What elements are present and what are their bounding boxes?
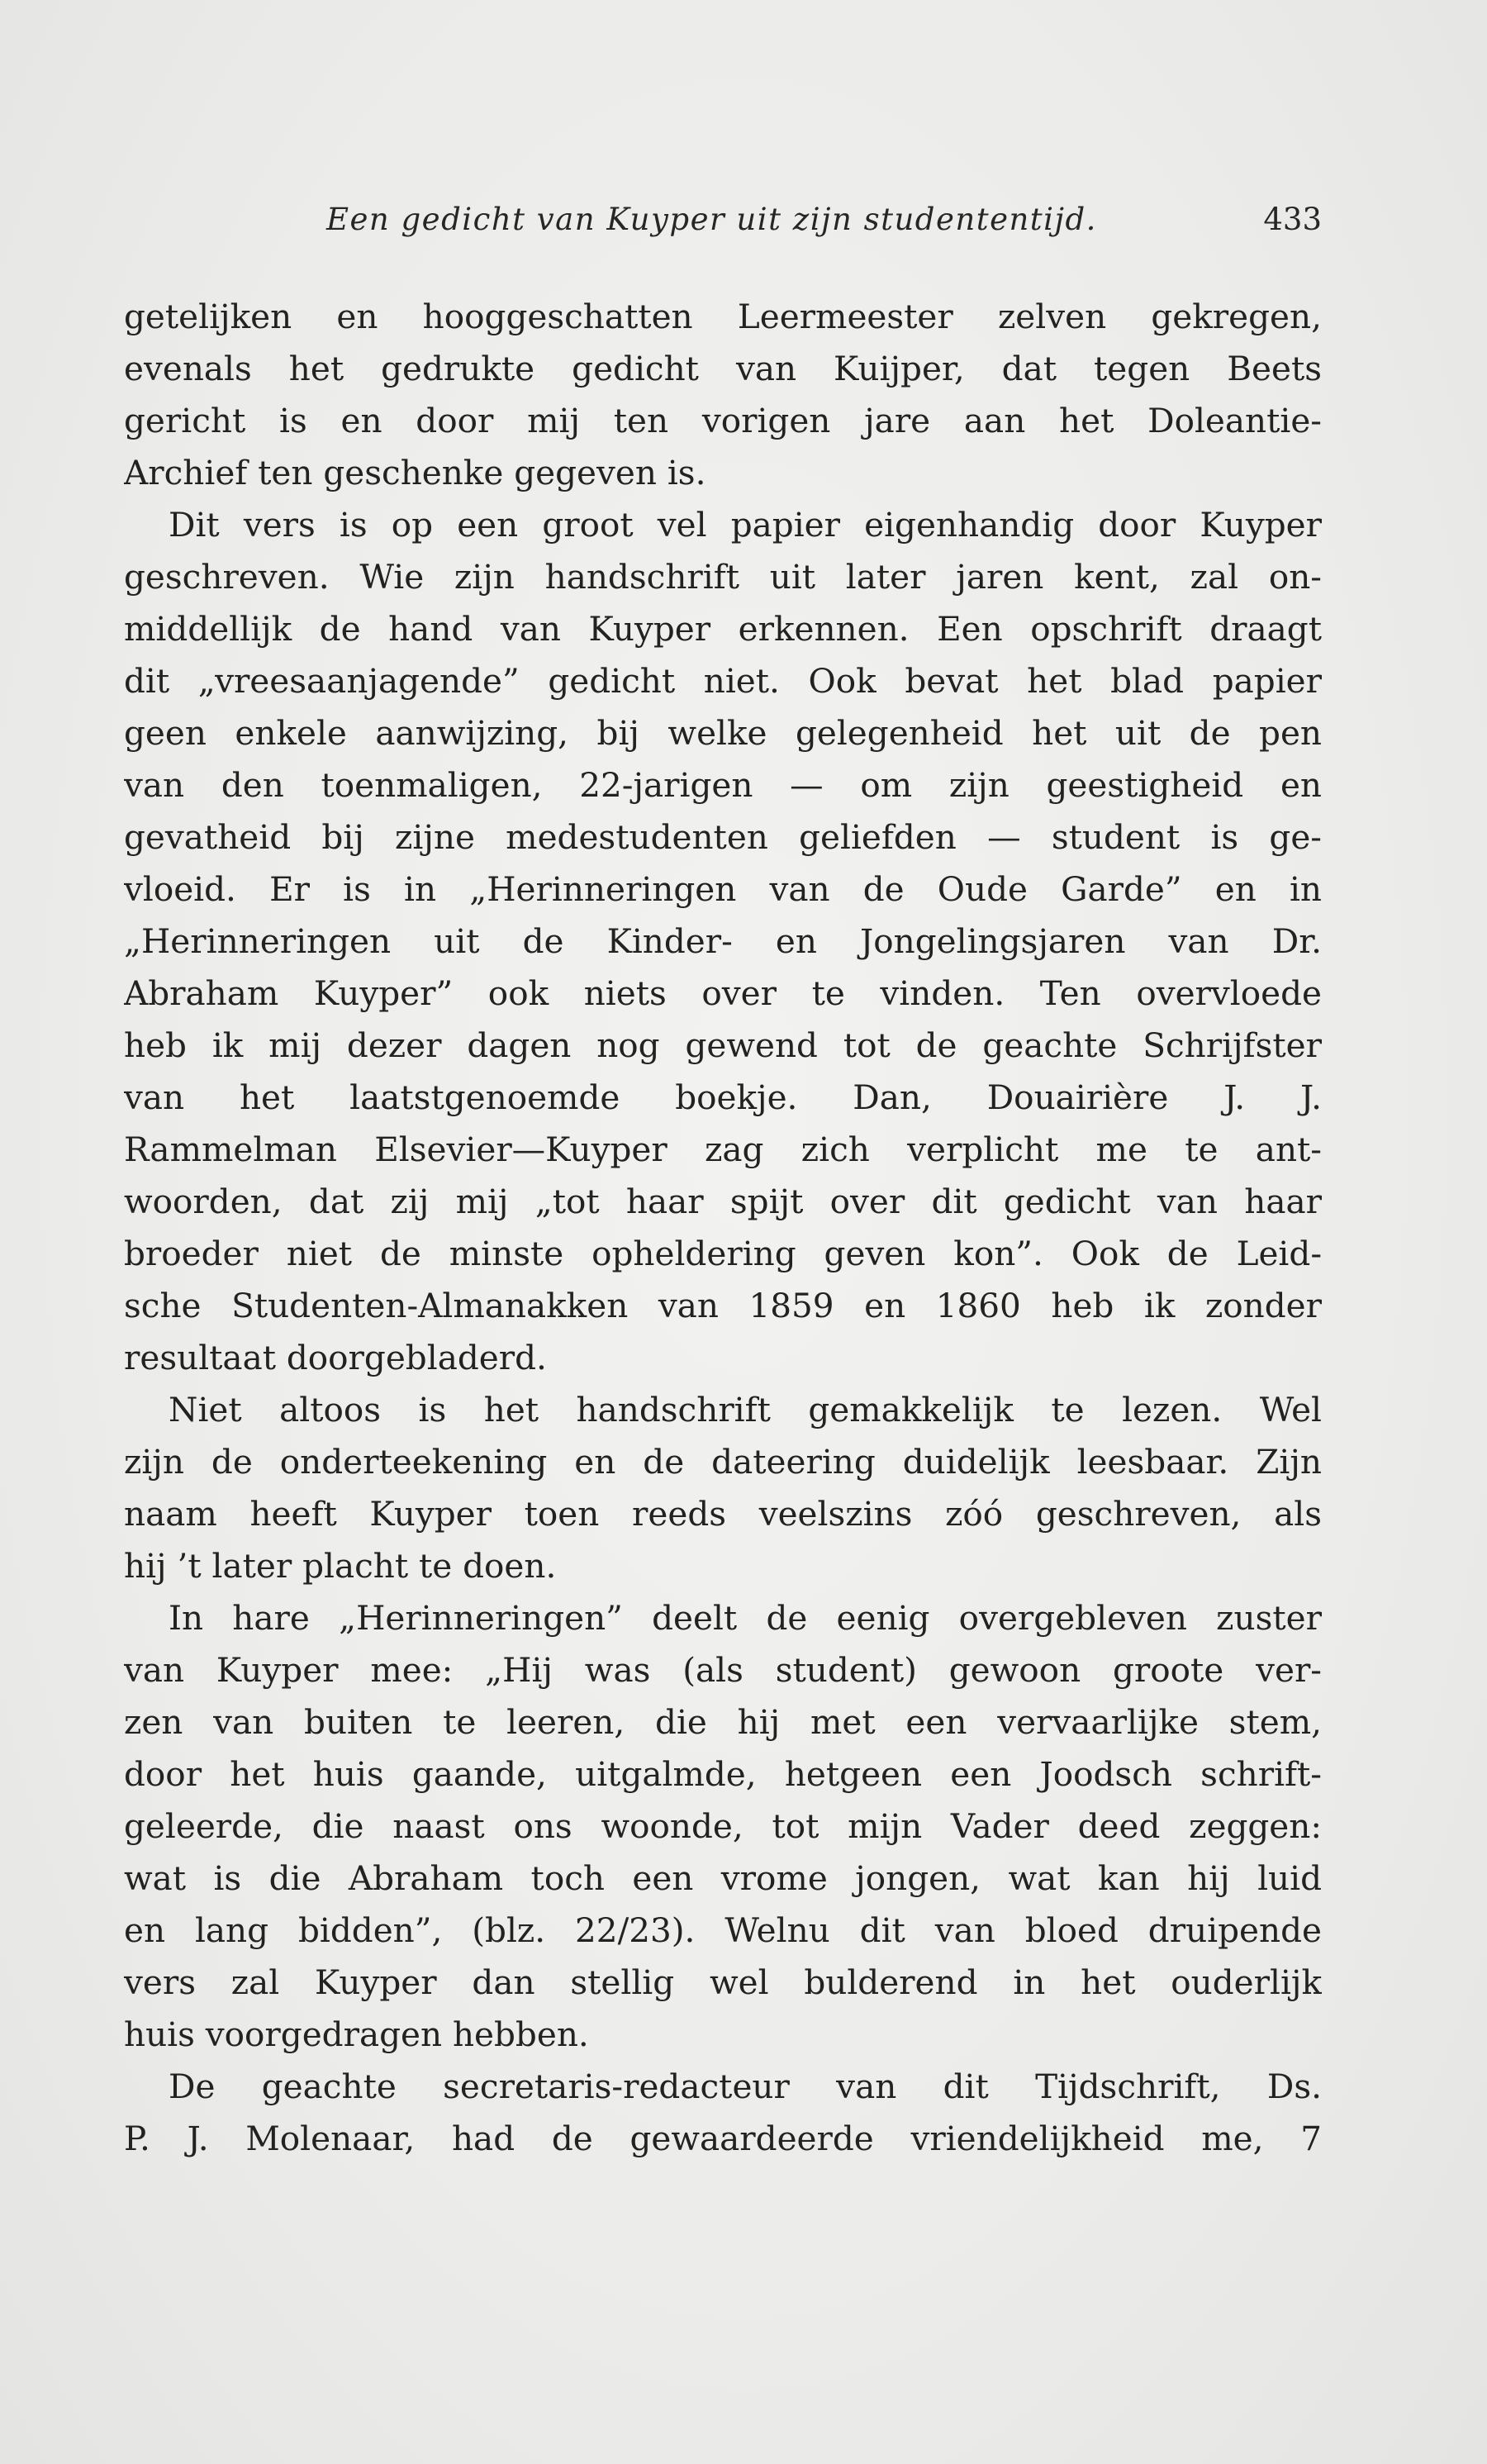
text-line: middellijk de hand van Kuyper erkennen. Een opschrift draagt <box>124 609 1322 649</box>
paragraph <box>124 1384 1322 1592</box>
text-line: getelijken en hooggeschatten Leermeester zelven gekregen, <box>124 297 1322 336</box>
text-line: naam heeft Kuyper toen reeds veelszins zóó geschreven, als <box>124 1494 1322 1534</box>
text-line: van Kuyper mee: „Hij was (als student) gewoon groote ver- <box>124 1650 1322 1690</box>
text-line: en lang bidden”, (blz. 22/23). Welnu dit van bloed druipende <box>124 1910 1322 1950</box>
text-line: De geachte secretaris-redacteur van dit Tijdschrift, Ds. <box>169 2067 1322 2106</box>
text-line: geschreven. Wie zijn handschrift uit later jaren kent, zal on- <box>124 557 1322 597</box>
text-line: vers zal Kuyper dan stellig wel bulderend in het ouderlijk <box>124 1962 1322 2002</box>
text-line: door het huis gaande, uitgalmde, hetgeen een Joodsch schrift- <box>124 1754 1322 1794</box>
text-line: heb ik mij dezer dagen nog gewend tot de geachte Schrijfster <box>124 1025 1322 1065</box>
text-line: hij ’t later placht te doen. <box>124 1546 557 1586</box>
running-header <box>124 202 1322 251</box>
text-line: van den toenmaligen, 22-jarigen — om zijn geestigheid en <box>124 765 1322 805</box>
paragraph <box>124 291 1322 499</box>
text-line: sche Studenten-Almanakken van 1859 en 1860 heb ik zonder <box>124 1286 1322 1325</box>
text-line: woorden, dat zij mij „tot haar spijt over dit gedicht van haar <box>124 1182 1322 1221</box>
text-line: van het laatstgenoemde boekje. Dan, Douairière J. J. <box>124 1077 1322 1117</box>
text-line: geen enkele aanwijzing, bij welke gelegenheid het uit de pen <box>124 713 1322 753</box>
text-line: P. J. Molenaar, had de gewaardeerde vriendelijkheid me, 7 <box>124 2119 1322 2158</box>
text-line: In hare „Herinneringen” deelt de eenig overgebleven zuster <box>169 1598 1322 1638</box>
text-line: resultaat doorgebladerd. <box>124 1338 547 1377</box>
text-line: Archief ten geschenke gegeven is. <box>124 453 706 492</box>
text-line: Rammelman Elsevier—Kuyper zag zich verplicht me te ant- <box>124 1130 1322 1169</box>
text-line: Dit vers is op een groot vel papier eigenhandig door Kuyper <box>169 505 1322 545</box>
page-number: 433 <box>1263 202 1322 237</box>
paragraph <box>124 1592 1322 2061</box>
text-line: huis voorgedragen hebben. <box>124 2014 589 2054</box>
running-title: Een gedicht van Kuyper uit zijn studententijd. <box>326 202 1097 237</box>
text-line: zijn de onderteekening en de dateering duidelijk leesbaar. Zijn <box>124 1442 1322 1482</box>
text-line: Abraham Kuyper” ook niets over te vinden. Ten overvloede <box>124 973 1322 1013</box>
paragraph <box>124 2061 1322 2165</box>
paragraph <box>124 499 1322 1384</box>
text-line: dit „vreesaanjagende” gedicht niet. Ook bevat het blad papier <box>124 661 1322 701</box>
text-line: Niet altoos is het handschrift gemakkelijk te lezen. Wel <box>169 1390 1322 1429</box>
text-line: gevatheid bij zijne medestudenten geliefden — student is ge- <box>124 817 1322 857</box>
text-line: gericht is en door mij ten vorigen jare aan het Doleantie- <box>124 401 1322 440</box>
text-line: zen van buiten te leeren, die hij met een vervaarlijke stem, <box>124 1702 1322 1742</box>
text-line: vloeid. Er is in „Herinneringen van de Oude Garde” en in <box>124 869 1322 909</box>
body-text <box>124 291 1322 2165</box>
text-line: wat is die Abraham toch een vrome jongen, wat kan hij luid <box>124 1858 1322 1898</box>
text-line: evenals het gedrukte gedicht van Kuijper, dat tegen Beets <box>124 349 1322 388</box>
text-line: broeder niet de minste opheldering geven kon”. Ook de Leid- <box>124 1234 1322 1273</box>
text-line: „Herinneringen uit de Kinder- en Jongelingsjaren van Dr. <box>124 921 1322 961</box>
text-line: geleerde, die naast ons woonde, tot mijn Vader deed zeggen: <box>124 1806 1322 1846</box>
